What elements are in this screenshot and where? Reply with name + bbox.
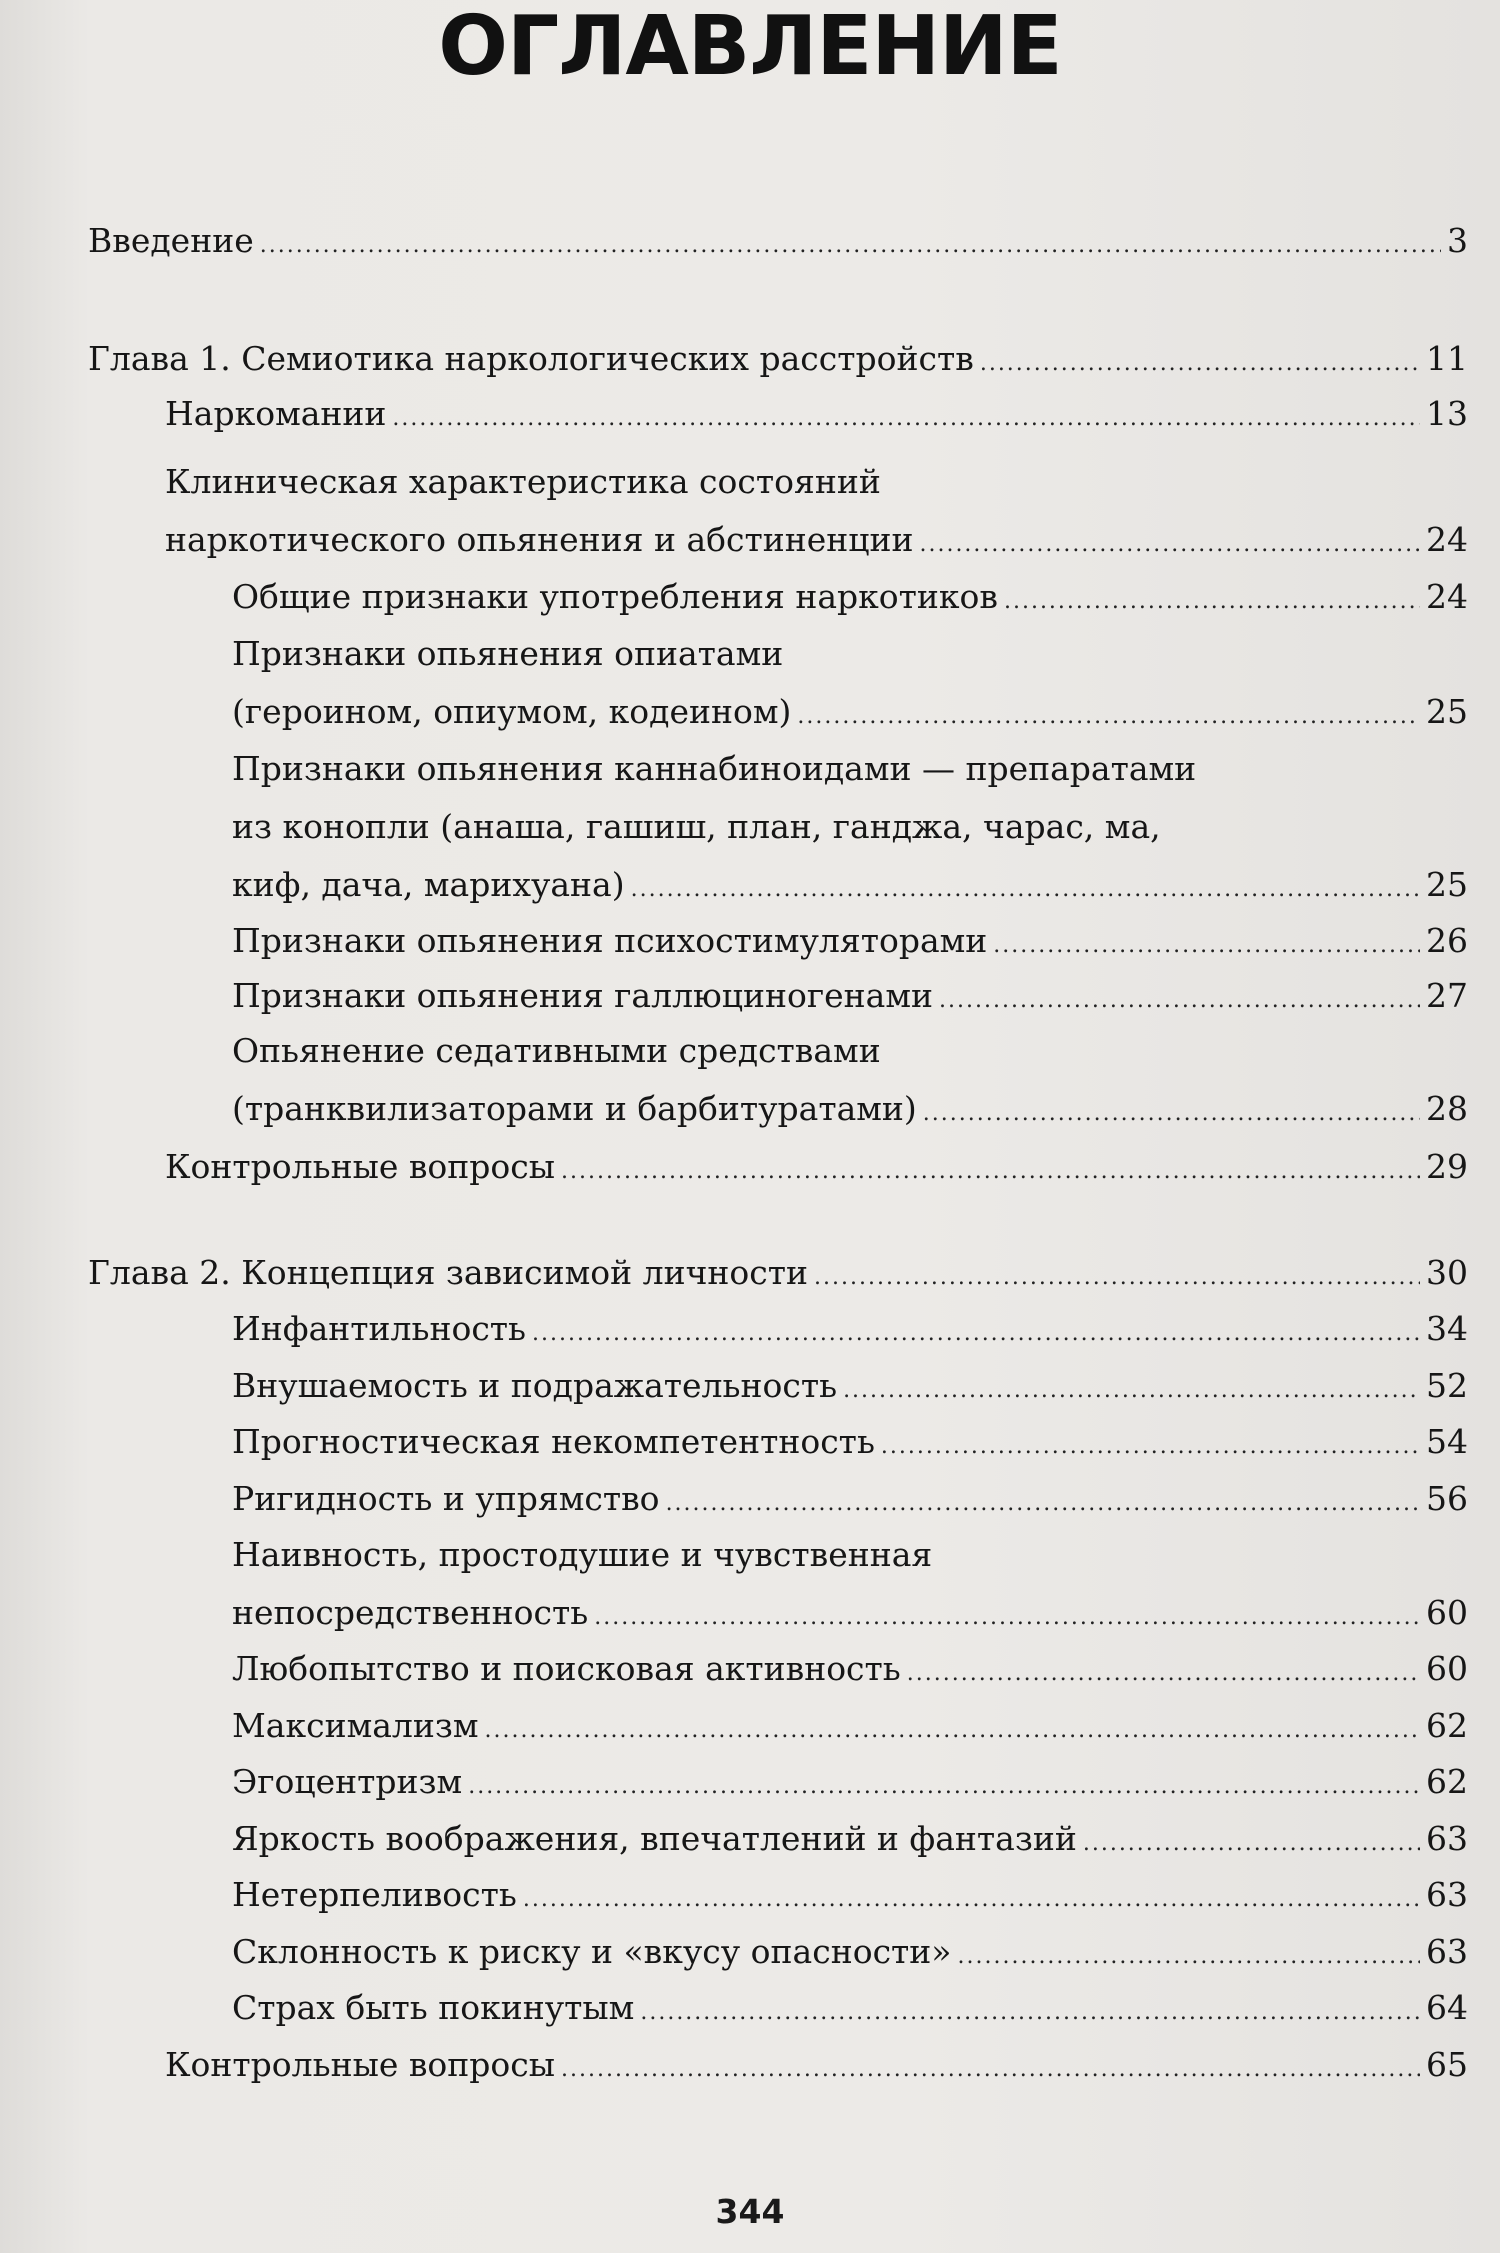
toc-entry-row [232,1810,1468,1868]
toc-entry-row [232,1697,1468,1755]
toc-entry-title-line: Контрольные вопросы [165,1147,556,1186]
toc-entry [232,1979,1468,2037]
toc-entry-row [88,330,1468,388]
toc-entry-row [232,1979,1468,2037]
toc-entry [232,1300,1468,1358]
toc-entry-page: 63 [1426,1819,1468,1858]
toc-entry-row [232,683,1468,741]
toc-entry-page: 29 [1426,1147,1468,1186]
toc-entry-row [165,511,1468,569]
toc-entry-row [232,1413,1468,1471]
toc-entry-page: 30 [1426,1253,1468,1292]
toc-entry-title-line: наркотического опьянения и абстиненции [165,520,914,559]
toc-entry-row [88,1244,1468,1302]
toc-entry-row [232,1753,1468,1811]
dot-leader [523,1871,1420,1929]
toc-entry-title-line: (героином, опиумом, кодеином) [232,692,792,731]
toc-entry-row [232,967,1468,1025]
dot-leader [907,1645,1420,1703]
toc-entry-page: 62 [1426,1762,1468,1801]
toc-entry [232,1697,1468,1755]
toc-entry-page: 60 [1426,1649,1468,1688]
toc-entry-title-line: Признаки опьянения психостимуляторами [232,921,988,960]
toc-entry-title-line: Любопытство и поисковая активность [232,1649,901,1688]
toc-entry-title-line: из конопли (анаша, гашиш, план, ганджа, чарас, ма, [232,807,1161,846]
toc-entry-title-line: Признаки опьянения опиатами [232,634,784,673]
toc-entry-page: 24 [1426,577,1468,616]
toc-entry-row [165,1138,1468,1196]
dot-leader [561,2041,1420,2099]
toc-entry-row [232,1300,1468,1358]
toc-entry-title-line: Инфантильность [232,1309,527,1348]
toc-entry [232,1753,1468,1811]
toc-entry-row [232,856,1468,914]
dot-leader [468,1758,1420,1816]
toc-entry-title-line: Склонность к риску и «вкусу опасности» [232,1932,952,1971]
toc-entry-page: 27 [1426,976,1468,1015]
dot-leader [532,1305,1420,1363]
toc-entry-title-line: Ригидность и упрямство [232,1479,660,1518]
dot-leader [843,1362,1420,1420]
toc-entry-page: 65 [1426,2045,1468,2084]
toc-entry-row [165,385,1468,443]
toc-entry-page: 11 [1426,339,1468,378]
toc-entry-row [232,912,1468,970]
toc-entry-title-line: Внушаемость и подражательность [232,1366,838,1405]
toc-entry-title-line: Глава 2. Концепция зависимой личности [88,1253,808,1292]
dot-leader [666,1475,1420,1533]
toc-entry-row [232,1923,1468,1981]
toc-entry-page: 3 [1447,221,1468,260]
toc-entry [232,1640,1468,1698]
toc-entry-title-line: непосредственность [232,1593,589,1632]
dot-leader [561,1143,1420,1201]
toc-entry-page: 63 [1426,1875,1468,1914]
toc-entry-page: 34 [1426,1309,1468,1348]
dot-leader [881,1418,1420,1476]
toc-entry-title-line: Клиническая характеристика состояний [165,462,881,501]
toc-entry-title-line: Яркость воображения, впечатлений и фантазий [232,1819,1077,1858]
toc-entry-title-line: Опьянение седативными средствами [232,1031,881,1070]
dot-leader [797,688,1420,746]
toc-entry [232,1470,1468,1528]
toc-entry-title-line: киф, дача, марихуана) [232,865,625,904]
dot-leader [260,217,1441,275]
dot-leader [594,1589,1420,1647]
toc-entry [232,1357,1468,1415]
dot-leader [923,1085,1420,1143]
dot-leader [640,1984,1420,2042]
toc-entry-title-line: (транквилизаторами и барбитуратами) [232,1089,917,1128]
toc-entry [232,740,1468,914]
toc-entry-title-line: Признаки опьянения каннабиноидами — препаратами [232,749,1197,788]
toc-entry [165,2036,1468,2094]
toc-entry [232,912,1468,970]
toc-entry [165,385,1468,443]
toc-entry [88,212,1468,270]
page-number: 344 [715,2192,785,2231]
page-title: ОГЛАВЛЕНИЕ [438,0,1062,94]
toc-entry-title-line: Прогностическая некомпетентноcть [232,1422,875,1461]
toc-entry-page: 60 [1426,1593,1468,1632]
toc-entry [232,967,1468,1025]
toc-entry-title-line: Страх быть покинутым [232,1988,635,2027]
toc-entry [165,1138,1468,1196]
toc-entry-page: 24 [1426,520,1468,559]
toc-entry-title-line: Наркомании [165,394,387,433]
toc-entry [88,1244,1468,1302]
toc-entry-page: 62 [1426,1706,1468,1745]
toc-entry [232,1810,1468,1868]
dot-leader [392,390,1420,448]
toc-entry-row [232,1080,1468,1138]
toc-entry [88,330,1468,388]
toc-entry-page: 54 [1426,1422,1468,1461]
toc-entry-row [232,1470,1468,1528]
toc-entry-row [232,1584,1468,1642]
toc-entry [232,1526,1468,1642]
toc-entry-title-line: Наивность, простодушие и чувственная [232,1535,933,1574]
dot-leader [958,1928,1421,1986]
toc-entry-page: 56 [1426,1479,1468,1518]
dot-leader [485,1702,1420,1760]
toc-entry-page: 26 [1426,921,1468,960]
toc-entry [232,1022,1468,1138]
toc-entry-page: 28 [1426,1089,1468,1128]
toc-entry [232,625,1468,741]
toc-entry-title-line: Глава 1. Семиотика наркологических расстройств [88,339,974,378]
toc-entry [232,1413,1468,1471]
toc-entry [232,1866,1468,1924]
toc-entry [232,568,1468,626]
toc-entry-page: 25 [1426,692,1468,731]
toc-entry-page: 52 [1426,1366,1468,1405]
dot-leader [1004,573,1420,631]
toc-entry [165,453,1468,569]
toc-entry-row [232,568,1468,626]
toc-entry-title-line: Максимализм [232,1706,479,1745]
toc-entry [232,1923,1468,1981]
toc-entry-row [88,212,1468,270]
toc-entry-title-line: Общие признаки употребления наркотиков [232,577,998,616]
toc-entry-title-line: Эгоцентризм [232,1762,463,1801]
dot-leader [631,861,1420,919]
dot-leader [919,516,1420,574]
toc-entry-page: 64 [1426,1988,1468,2027]
dot-leader [1083,1815,1420,1873]
toc-entry-row [232,1866,1468,1924]
dot-leader [814,1249,1420,1307]
toc-entry-title-line: Нетерпеливость [232,1875,517,1914]
toc-entry-row [232,1640,1468,1698]
toc-entry-title-line: Признаки опьянения галлюциногенами [232,976,933,1015]
toc-entry-title-line: Контрольные вопросы [165,2045,556,2084]
toc-entry-row [165,2036,1468,2094]
toc-entry-page: 63 [1426,1932,1468,1971]
toc-entry-row [232,1357,1468,1415]
toc-entry-page: 25 [1426,865,1468,904]
toc-entry-page: 13 [1426,394,1468,433]
toc-entry-title-line: Введение [88,221,254,260]
